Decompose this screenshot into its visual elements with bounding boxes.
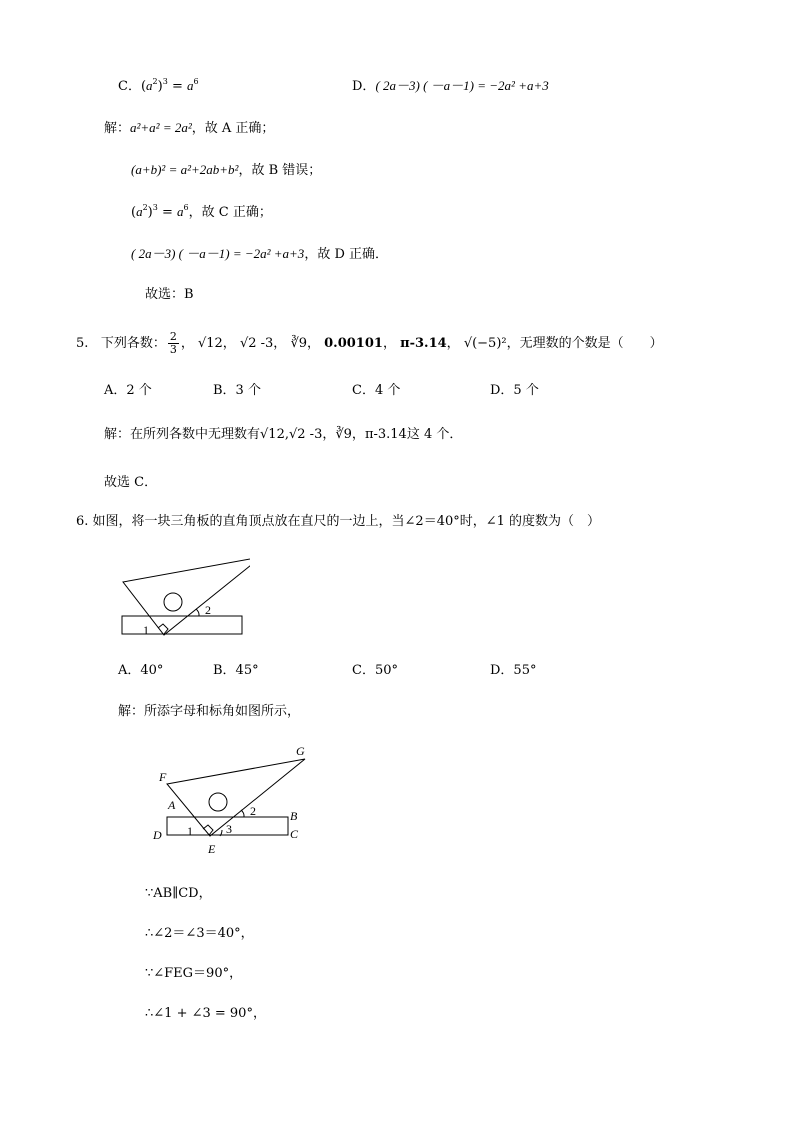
triangle-hole-circle: [164, 593, 182, 611]
angle-3-label: 3: [226, 822, 232, 836]
angle-2-arc: [196, 609, 199, 616]
angle-2-label: 2: [205, 603, 211, 617]
q5-item-4: π-3.14: [400, 336, 447, 351]
q4-option-c: C．$(a^2)^3 = a^6$: [118, 77, 199, 94]
q6-option-a: A．40°: [118, 663, 164, 678]
q4-solution-line-3: $(a^2)^3 = a^6$，故 C 正确；: [131, 203, 272, 220]
angle-2-arc: [241, 810, 244, 817]
q6-figure-2: [150, 740, 320, 858]
q5-option-a: A．2 个: [104, 383, 152, 398]
q5-option-d: D．5 个: [490, 383, 539, 398]
q6-solution-intro: 解：所添字母和标角如图所示，: [118, 704, 301, 719]
q5-solution: 解：在所列各数中无理数有√12,√2 -3，∛9，π-3.14这 4 个．: [104, 427, 463, 442]
q4-solution-line-2: (a+b)² = a²+2ab+b²，故 B 错误；: [131, 162, 322, 178]
angle-2-label: 2: [250, 804, 256, 818]
q6-option-d: D．55°: [490, 663, 537, 678]
q6-step-3: ∵∠FEG＝90°，: [145, 966, 243, 981]
q4-solution-line-4: ( 2a－3) ( －a－1) = −2a² +a+3，故 D 正确．: [131, 246, 389, 262]
label-A: A: [168, 798, 176, 812]
q4-option-d: D．( 2a－3) ( －a－1) = −2a² +a+3: [352, 78, 549, 94]
q5-item-2: ∛9: [290, 336, 307, 351]
ruler-rect: [122, 616, 242, 634]
q6-step-2: ∴∠2＝∠3＝40°，: [145, 926, 254, 941]
q4-choice: 故选：B: [145, 287, 194, 302]
angle-1-label: 1: [143, 623, 149, 637]
q5-choice: 故选 C．: [104, 475, 158, 490]
fraction-two-thirds: $\frac{2}{3}$: [169, 330, 177, 356]
triangle-hole-circle: [209, 793, 227, 811]
q5-item-0: √12: [197, 336, 223, 351]
q4-solution-line-1: 解：a²+a² = 2a²，故 A 正确；: [104, 120, 275, 136]
q6-option-c: C．50°: [352, 663, 398, 678]
q6-stem: 6. 如图，将一块三角板的直角顶点放在直尺的一边上，当∠2＝40°时，∠1 的度数为（ ）: [76, 514, 601, 529]
label-G: G: [296, 744, 305, 758]
label-B: B: [290, 809, 298, 823]
q5-item-3: 0.00101: [324, 336, 383, 351]
label-D: D: [153, 828, 162, 842]
label-E: E: [208, 842, 216, 856]
label-F: F: [159, 770, 167, 784]
q6-figure-1: [115, 552, 250, 642]
q5-stem: 5. 下列各数： $\frac{2}{3}$ ， √12， √2 -3， ∛9， 0.00101， π-3.14， √(−5)²，无理数的个数是（ ）: [76, 330, 663, 356]
q6-step-4: ∴∠1 + ∠3 = 90°，: [145, 1006, 266, 1021]
q6-option-b: B．45°: [213, 663, 259, 678]
q5-option-b: B．3 个: [213, 383, 261, 398]
q5-item-5: √(−5)²: [463, 336, 507, 351]
label-C: C: [290, 827, 299, 841]
q5-option-c: C．4 个: [352, 383, 401, 398]
angle-1-label: 1: [187, 824, 193, 838]
q6-step-1: ∵AB∥CD，: [145, 886, 212, 901]
q5-item-1: √2 -3: [239, 336, 274, 351]
